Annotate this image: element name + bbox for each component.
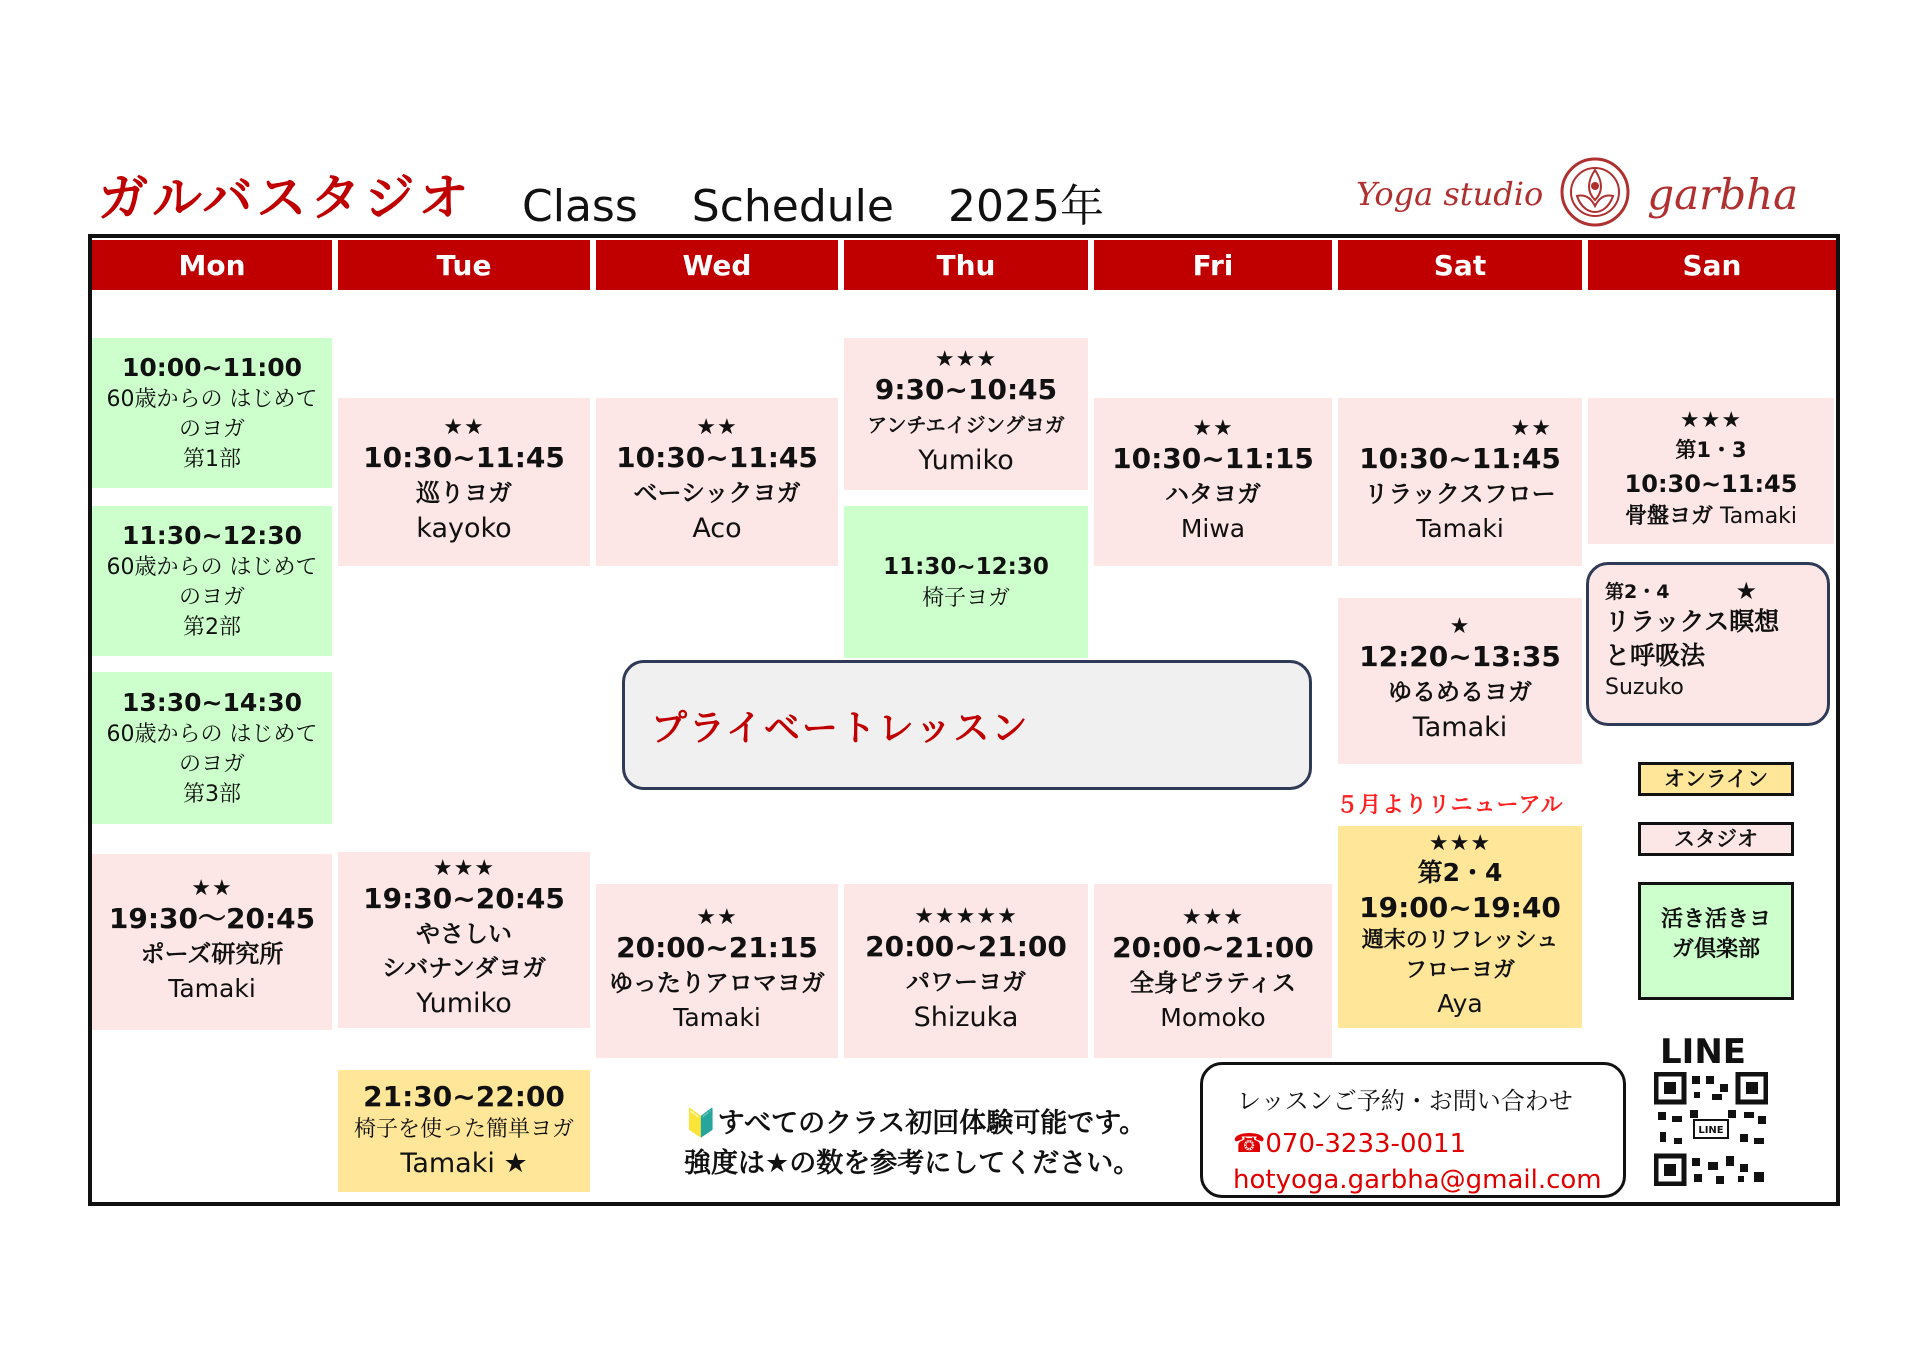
private-lesson-banner: プライベートレッスン bbox=[622, 660, 1312, 790]
class-sat-2 bbox=[1338, 598, 1582, 764]
instructor: Tamaki bbox=[1412, 712, 1508, 743]
intensity-stars: ★★★ bbox=[1679, 408, 1743, 433]
class-mon-2 bbox=[92, 506, 332, 656]
class-time: 11:30~12:30 bbox=[883, 554, 1049, 580]
day-header-fri: Fri bbox=[1094, 240, 1332, 290]
class-time: 13:30~14:30 bbox=[121, 688, 303, 717]
class-week: 第2・4 bbox=[1417, 858, 1503, 887]
intensity-stars: ★★★★★ bbox=[914, 904, 1018, 929]
svg-text:LINE: LINE bbox=[1698, 1125, 1724, 1136]
studio-logo bbox=[1356, 158, 1798, 230]
class-name: アンチエイジングヨガ bbox=[867, 413, 1065, 437]
class-tue-3 bbox=[338, 1070, 590, 1192]
class-thu-1 bbox=[844, 338, 1088, 490]
intensity-stars: ★★ bbox=[1192, 416, 1234, 441]
contact-box bbox=[1200, 1062, 1626, 1198]
instructor: Tamaki bbox=[400, 1148, 495, 1179]
instructor: Tamaki bbox=[168, 974, 256, 1003]
intensity-stars: ★★ bbox=[696, 905, 738, 930]
class-name: 椅子を使った簡単ヨガ bbox=[353, 1117, 574, 1142]
class-thu-2 bbox=[844, 506, 1088, 658]
class-time: 10:30~11:45 bbox=[363, 441, 565, 474]
bubble-top-row bbox=[1605, 577, 1811, 605]
trial-note bbox=[684, 1104, 1146, 1184]
class-time: 20:00~21:15 bbox=[616, 931, 818, 964]
class-name: ポーズ研究所 bbox=[140, 940, 284, 968]
intensity-stars: ★ bbox=[503, 1148, 528, 1179]
class-name: 60歳からの はじめて bbox=[106, 555, 318, 580]
instructor: Momoko bbox=[1160, 1003, 1266, 1032]
trial-note-line2: 強度は★の数を参考にしてください。 bbox=[684, 1148, 1141, 1179]
day-header-mon: Mon bbox=[92, 240, 332, 290]
intensity-stars: ★★ bbox=[696, 415, 738, 440]
class-time: 10:30~11:45 bbox=[1624, 470, 1798, 498]
class-mon-1 bbox=[92, 338, 332, 488]
studio-title: ガルバスタジオ bbox=[98, 169, 473, 227]
contact-title: レッスンご予約・お問い合わせ bbox=[1237, 1087, 1573, 1115]
class-part: 第1部 bbox=[183, 447, 241, 472]
day-header-sun: San bbox=[1588, 240, 1836, 290]
class-name: ゆるめるヨガ bbox=[1388, 678, 1532, 706]
intensity-stars: ★ bbox=[1449, 614, 1471, 639]
day-header-wed: Wed bbox=[596, 240, 838, 290]
legend-studio: スタジオ bbox=[1638, 822, 1794, 856]
instructor: kayoko bbox=[416, 513, 512, 544]
intensity-stars: ★★★ bbox=[934, 347, 998, 372]
intensity-stars: ★★ bbox=[191, 876, 233, 901]
class-tue-2 bbox=[338, 852, 590, 1028]
line-qr-code-icon[interactable] bbox=[1654, 1072, 1768, 1186]
contact-email[interactable]: hotyoga.garbha@gmail.com bbox=[1233, 1165, 1602, 1195]
class-name-2: と呼吸法 bbox=[1605, 641, 1706, 670]
instructor: Tamaki bbox=[1719, 504, 1798, 529]
class-sat-3 bbox=[1338, 826, 1582, 1028]
class-name: リラックスフロー bbox=[1364, 480, 1556, 508]
intensity-stars: ★★★ bbox=[1181, 905, 1245, 930]
title-schedule: Schedule bbox=[691, 181, 894, 232]
class-name: リラックス瞑想 bbox=[1605, 607, 1780, 636]
class-wed-1 bbox=[596, 398, 838, 566]
logo-text-right: garbha bbox=[1647, 169, 1799, 219]
class-mon-4 bbox=[92, 854, 332, 1030]
class-name: 週末のリフレッシュ bbox=[1361, 928, 1559, 953]
lotus-mandala-icon bbox=[1559, 156, 1631, 232]
instructor: Tamaki bbox=[1416, 514, 1504, 543]
class-sat-1 bbox=[1338, 398, 1582, 566]
instructor-row bbox=[400, 1145, 527, 1183]
class-name: 全身ピラティス bbox=[1129, 969, 1297, 997]
class-fri-1 bbox=[1094, 398, 1332, 566]
class-part: 第3部 bbox=[183, 782, 241, 807]
intensity-stars: ★ bbox=[1735, 577, 1757, 605]
class-time: 21:30~22:00 bbox=[363, 1080, 565, 1113]
class-name-2: シバナンダヨガ bbox=[381, 954, 547, 982]
title-year: 2025年 bbox=[947, 181, 1104, 232]
instructor: Suzuko bbox=[1605, 675, 1684, 700]
speech-bubble-sun bbox=[1586, 562, 1830, 726]
day-header-sat: Sat bbox=[1338, 240, 1582, 290]
class-time: 10:30~11:45 bbox=[616, 441, 818, 474]
intensity-stars: ★★ bbox=[1510, 416, 1552, 441]
legend-online: オンライン bbox=[1638, 762, 1794, 796]
class-name: 60歳からの はじめて bbox=[106, 722, 318, 747]
class-wed-2 bbox=[596, 884, 838, 1058]
class-time: 11:30~12:30 bbox=[121, 521, 303, 550]
class-name: ハタヨガ bbox=[1165, 480, 1261, 508]
title-class: Class bbox=[522, 181, 638, 232]
class-thu-3 bbox=[844, 884, 1088, 1058]
class-sun-1 bbox=[1588, 398, 1834, 544]
class-time: 10:00~11:00 bbox=[121, 353, 303, 382]
instructor: Tamaki bbox=[673, 1003, 761, 1032]
instructor: Shizuka bbox=[913, 1002, 1019, 1033]
class-time: 10:30~11:45 bbox=[1359, 442, 1561, 475]
instructor: Yumiko bbox=[918, 445, 1014, 476]
class-name: 60歳からの はじめて bbox=[106, 387, 318, 412]
class-name-2: のヨガ bbox=[178, 417, 245, 442]
class-time: 20:00~21:00 bbox=[1112, 931, 1314, 964]
renewal-notice: ５月よりリニューアル bbox=[1336, 793, 1564, 818]
line-label: LINE bbox=[1660, 1032, 1746, 1072]
instructor: Aco bbox=[692, 513, 742, 544]
class-mon-3 bbox=[92, 672, 332, 824]
class-time: 19:30~20:45 bbox=[363, 882, 565, 915]
class-name: 骨盤ヨガ bbox=[1624, 504, 1713, 529]
class-name-2: のヨガ bbox=[178, 585, 245, 610]
class-time: 10:30~11:15 bbox=[1112, 442, 1314, 475]
intensity-stars: ★★★ bbox=[432, 856, 496, 881]
class-week: 第2・4 bbox=[1605, 581, 1670, 603]
intensity-stars: ★★ bbox=[443, 415, 485, 440]
logo-text-left: Yoga studio bbox=[1356, 175, 1544, 213]
schedule-title bbox=[522, 170, 1104, 234]
trial-note-line1: 🔰すべてのクラス初回体験可能です。 bbox=[684, 1108, 1147, 1139]
class-time: 19:30～20:45 bbox=[108, 902, 316, 935]
class-name-2: フローヨガ bbox=[1404, 958, 1515, 983]
contact-phone[interactable]: ☎070-3233-0011 bbox=[1233, 1129, 1467, 1159]
day-header-tue: Tue bbox=[338, 240, 590, 290]
class-name-row bbox=[1625, 501, 1797, 533]
instructor: Miwa bbox=[1180, 514, 1246, 543]
class-name: ベーシックヨガ bbox=[633, 479, 801, 507]
class-name: 椅子ヨガ bbox=[921, 586, 1010, 611]
class-part: 第2部 bbox=[183, 615, 241, 640]
class-tue-1 bbox=[338, 398, 590, 566]
instructor: Yumiko bbox=[416, 988, 512, 1019]
class-time: 9:30~10:45 bbox=[874, 373, 1058, 406]
day-header-thu: Thu bbox=[844, 240, 1088, 290]
class-name: パワーヨガ bbox=[906, 968, 1026, 996]
class-name: ゆったりアロマヨガ bbox=[609, 969, 825, 997]
class-time: 19:00~19:40 bbox=[1359, 891, 1561, 924]
class-fri-2 bbox=[1094, 884, 1332, 1058]
class-time: 20:00~21:00 bbox=[865, 930, 1067, 963]
class-time: 12:20~13:35 bbox=[1359, 640, 1561, 673]
class-week: 第1・3 bbox=[1675, 438, 1747, 462]
class-name: 巡りヨガ bbox=[416, 479, 512, 507]
legend-club: 活き活きヨガ倶楽部 bbox=[1638, 882, 1794, 1000]
intensity-stars: ★★★ bbox=[1428, 831, 1492, 856]
instructor: Aya bbox=[1437, 989, 1483, 1018]
class-name: やさしい bbox=[416, 920, 512, 948]
class-name-2: のヨガ bbox=[178, 752, 245, 777]
